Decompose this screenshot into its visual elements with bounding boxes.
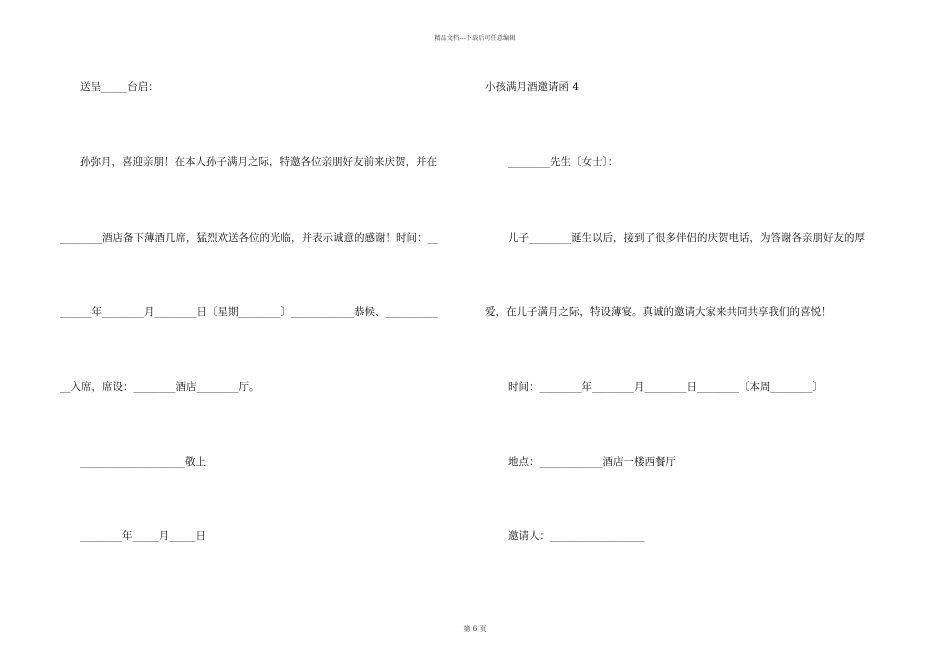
right-body-line-1: 儿子________诞生以后，接到了很多伴侣的庆贺电话，为答谢各亲朋好友的厚 — [508, 232, 865, 244]
right-location-line: 地点：____________酒店一楼西餐厅 — [508, 456, 676, 468]
left-body-line-2: ________酒店备下薄酒几席，猛烈欢送各位的光临，并表示诚意的感谢！时间：__ — [60, 232, 438, 244]
right-time-line: 时间：________年________月________日________〔本周________〕 — [508, 381, 823, 393]
right-body-line-2: 爱，在儿子满月之际，特设薄宴。真诚的邀请大家来共同共享我们的喜悦！ — [485, 306, 832, 318]
right-salutation-line: ________先生〔女士〕： — [508, 156, 619, 168]
left-body-line-1: 孙弥月，喜迎亲朋！在本人孙子满月之际，特邀各位亲朋好友前来庆贺，并在 — [80, 156, 437, 168]
left-date-line: ________年_____月_____日 — [80, 530, 206, 542]
left-signature-line: ____________________敬上 — [80, 456, 206, 468]
left-body-line-4: __入席，席设：________酒店________厅。 — [60, 381, 260, 393]
left-salutation-line: 送呈_____台启： — [80, 81, 159, 93]
right-title: 小孩满月酒邀请函 4 — [485, 81, 580, 93]
page-header: 精品文档---下载后可任意编辑 — [434, 35, 516, 42]
page-footer: 第 6 页 — [463, 625, 487, 633]
right-inviter-line: 邀请人：__________________ — [508, 530, 645, 542]
left-body-line-3: ______年________月________日〔星期________〕____________恭候、__________ — [60, 306, 438, 318]
